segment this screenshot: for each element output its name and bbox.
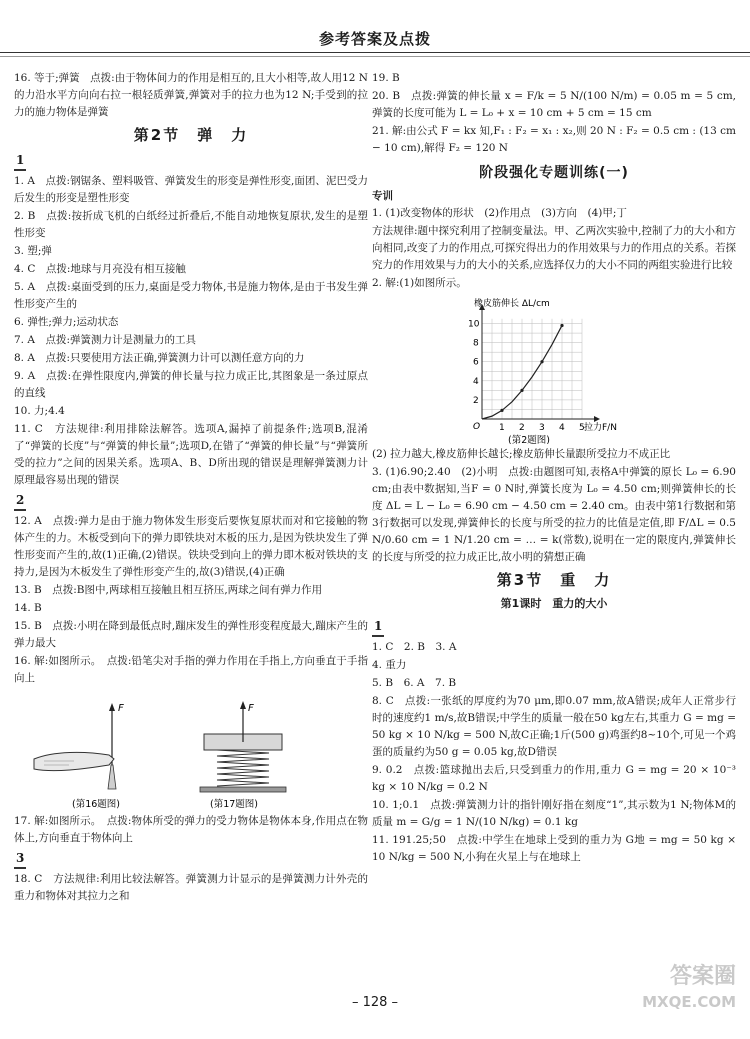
origin-label: O bbox=[473, 422, 481, 432]
section-title-stage-training: 阶段强化专题训练(一) bbox=[479, 165, 629, 181]
fig17-ground bbox=[200, 787, 286, 792]
answer-item: 16. 等于;弹簧 点拨:由于物体间力的作用是相互的,且大小相等,故人用12 N的力沿水平方向向右拉一根轻质弹簧,弹簧对手的拉力也为12 N;手受到的拉力的施力物体是弹簧 bbox=[14, 72, 368, 118]
special-training-label: 专训 bbox=[372, 190, 393, 202]
fig17-spring bbox=[217, 750, 269, 786]
figure-16 bbox=[34, 703, 124, 810]
y-tick-label: 8 bbox=[473, 338, 479, 349]
figures-svg bbox=[14, 689, 368, 811]
answer-item: 20. B 点拨:弹簧的伸长量 x = F/k = 5 N/(100 N/m) = 0.05 m = 5 cm,弹簧的长度可能为 L = L₀ + x = 10 cm + 5 cm = 15 cm bbox=[372, 90, 736, 119]
x-tick-label: 1 bbox=[499, 423, 505, 433]
answer-item: 1. (1)改变物体的形状 (2)作用点 (3)方向 (4)甲;丁 bbox=[372, 207, 627, 219]
x-axis-arrow-icon bbox=[594, 416, 600, 422]
elongation-chart bbox=[372, 294, 736, 444]
level-marker-3: 3 bbox=[14, 850, 26, 869]
x-axis-label: 拉力F/N bbox=[584, 423, 617, 433]
y-tick-label: 6 bbox=[473, 357, 479, 368]
answer-item: 17. 解:如图所示。 点拨:物体所受的弹力的受力物体是物体本身,作用点在物体上,方向垂直于物体向上 bbox=[14, 815, 368, 844]
answer-item: 8. C 点拨:一张纸的厚度约为70 μm,即0.07 mm,故A错误;成年人正常步行时的速度约1 m/s,故B错误;中学生的质量一般在50 kg左右,其重力 G = mg = 50 kg × 10 N/kg = 500 N,故C正确;1斤(500 g)鸡蛋约8~10个,可见一个鸡蛋的质量约为50 g = 0.05 kg,故D错误 bbox=[372, 695, 736, 758]
data-point bbox=[560, 324, 563, 327]
answer-item: 12. A 点拨:弹力是由于施力物体发生形变后要恢复原状而对和它接触的物体产生的力。木板受到向下的弹力即铁块对木板的压力,是因为铁块发生了弹性形变而产生的,故(1)正确,(2)错误。铁块受到向上的弹力即木板对铁块的支持力,是因为木板发生了弹性形变产生的,故(3)错误,(4)正确 bbox=[14, 515, 368, 578]
answer-item: 18. C 方法规律:利用比较法解答。弹簧测力计显示的是弹簧测力计外壳的重力和物体对其拉力之和 bbox=[14, 873, 368, 902]
fig17-arrowhead-icon bbox=[240, 701, 246, 709]
answer-item: 21. 解:由公式 F = kx 知,F₁ : F₂ = x₁ : x₂,则 20 N : F₂ = 0.5 cm : (13 cm − 10 cm),解得 F₂ = 120 N bbox=[372, 125, 736, 154]
answer-item: 8. A 点拨:只要使用方法正确,弹簧测力计可以测任意方向的力 bbox=[14, 352, 305, 364]
level-marker-2: 2 bbox=[14, 492, 26, 511]
y-axis-label: 橡皮筋伸长 ΔL/cm bbox=[474, 299, 550, 309]
header-rule bbox=[0, 52, 750, 53]
level-marker-1: 1 bbox=[14, 152, 26, 171]
answer-item: 9. A 点拨:在弹性限度内,弹簧的伸长量与拉力成正比,其图象是一条过原点的直线 bbox=[14, 370, 368, 399]
answer-item: 5. A 点拨:桌面受到的压力,桌面是受力物体,书是施力物体,是由于书发生弹性形变产生的 bbox=[14, 281, 368, 310]
y-tick-label: 4 bbox=[473, 376, 479, 387]
answer-item: 3. 塑;弹 bbox=[14, 245, 52, 257]
header-rule-thin bbox=[0, 56, 750, 57]
fig16-force-label: F bbox=[118, 703, 124, 714]
answer-item: 2. 解:(1)如图所示。 bbox=[372, 277, 467, 289]
answer-item: 19. B bbox=[372, 72, 400, 84]
chart-caption: (第2题图) bbox=[508, 435, 550, 444]
left-column bbox=[14, 70, 368, 906]
answer-item: 14. B bbox=[14, 602, 42, 614]
y-tick-label: 10 bbox=[468, 319, 480, 330]
answer-item: 1. C 2. B 3. A bbox=[372, 641, 457, 653]
answer-item: 4. C 点拨:地球与月亮没有相互接触 bbox=[14, 263, 186, 275]
data-point bbox=[540, 360, 543, 363]
fig17-caption: (第17题图) bbox=[210, 799, 259, 810]
x-tick-label: 3 bbox=[539, 423, 545, 433]
answer-item: 方法规律:题中探究利用了控制变量法。甲、乙两次实验中,控制了力的大小和方向相同,改变了力的作用点,可探究得出力的作用效果与力的作用点的关系。若探究力的作用效果与力的大小的关系,应选择仅力的大小不同的两组实验进行比较 bbox=[372, 225, 736, 271]
fig17-force-label: F bbox=[248, 703, 254, 714]
page-number: – 128 – bbox=[351, 995, 399, 1010]
answer-item: 1. A 点拨:钢锯条、塑料吸管、弹簧发生的形变是弹性形变,面团、泥巴受力后发生的形变是塑性形变 bbox=[14, 175, 368, 204]
x-tick-label: 2 bbox=[519, 423, 525, 433]
chart-figure-2 bbox=[372, 294, 736, 444]
answer-item: 11. 191.25;50 点拨:中学生在地球上受到的重力为 G地 = mg = 50 kg × 10 N/kg = 500 N,小狗在火星上与在地球上 bbox=[372, 834, 736, 863]
answer-item: 3. (1)6.90;2.40 (2)小明 点拨:由题图可知,表格A中弹簧的原长 L₀ = 6.90 cm;由表中数据知,当F = 0 N时,弹簧长度为 L₀ = 4.50 cm;则弹簧伸长的长度 ΔL = L − L₀ = 6.90 cm − 4.50 cm = 2.40 cm。由表中第1行数据和第3行数据可以发现,弹簧伸长的长度与所受的拉力的比值是定值,即 F/ΔL = 0.5 N/0.60 cm = 1 N/1.20 cm = … = k(常数),说明在一定的限度内,弹簧伸长的长度与所受的拉力成正比,故小明的猜想正确 bbox=[372, 466, 736, 563]
right-column bbox=[372, 70, 736, 867]
answer-item: 4. 重力 bbox=[372, 659, 407, 671]
answer-item: 11. C 方法规律:利用排除法解答。选项A,漏掉了前提条件;选项B,混淆了“弹簧的长度”与“弹簧的伸长量”;选项D,在错了“弹簧的伸长量”与“弹簧所受的拉力”之间的因果关系。选项A、B、D所出现的错误是理解弹簧测力计原理最容易出现的错误 bbox=[14, 423, 368, 486]
lesson-subtitle: 第1课时 重力的大小 bbox=[500, 597, 608, 610]
figure-17 bbox=[200, 701, 286, 810]
data-point bbox=[500, 409, 503, 412]
answer-item: 15. B 点拨:小明在降到最低点时,蹦床发生的弹性形变程度最大,蹦床产生的弹力最大 bbox=[14, 620, 368, 649]
section-title-gravity: 第3节 重 力 bbox=[496, 571, 612, 589]
answer-item: 9. 0.2 点拨:篮球抛出去后,只受到重力的作用,重力 G = mg = 20 × 10⁻³ kg × 10 N/kg = 0.2 N bbox=[372, 764, 736, 793]
y-tick-label: 2 bbox=[473, 395, 479, 406]
answer-item: 7. A 点拨:弹簧测力计是测量力的工具 bbox=[14, 334, 196, 346]
answer-item: 5. B 6. A 7. B bbox=[372, 677, 457, 689]
level-marker-1-gravity: 1 bbox=[372, 618, 384, 637]
watermark-logo: 答案圈 MXQE.COM bbox=[642, 964, 736, 1011]
answer-item: 10. 1;0.1 点拨:弹簧测力计的指针刚好指在刻度“1”,其示数为1 N;物体M的质量 m = G/g = 1 N/(10 N/kg) = 0.1 kg bbox=[372, 799, 736, 828]
fig16-finger bbox=[34, 752, 114, 770]
x-tick-label: 5 bbox=[579, 423, 585, 433]
section-title-elastic-force: 第2节 弹 力 bbox=[133, 126, 249, 144]
page-header-title: 参考答案及点拨 bbox=[318, 30, 431, 48]
data-point bbox=[520, 389, 523, 392]
fig16-caption: (第16题图) bbox=[72, 799, 121, 810]
answer-item: 2. B 点拨:按折成飞机的白纸经过折叠后,不能自动地恢复原状,发生的是塑性形变 bbox=[14, 210, 368, 239]
answer-item: 13. B 点拨:B图中,两球相互接触且相互挤压,两球之间有弹力作用 bbox=[14, 584, 323, 596]
figures-16-17 bbox=[14, 689, 368, 811]
fig16-arrowhead-icon bbox=[109, 703, 115, 711]
answer-item: (2) 拉力越大,橡皮筋伸长越长;橡皮筋伸长量跟所受拉力不成正比 bbox=[372, 448, 671, 460]
fig16-pencil bbox=[108, 765, 116, 789]
answer-item: 10. 力;4.4 bbox=[14, 405, 65, 417]
x-tick-label: 4 bbox=[559, 423, 565, 433]
answer-item: 16. 解:如图所示。 点拨:铅笔尖对手指的弹力作用在手指上,方向垂直于手指向上 bbox=[14, 655, 368, 684]
answer-item: 6. 弹性;弹力;运动状态 bbox=[14, 316, 119, 328]
